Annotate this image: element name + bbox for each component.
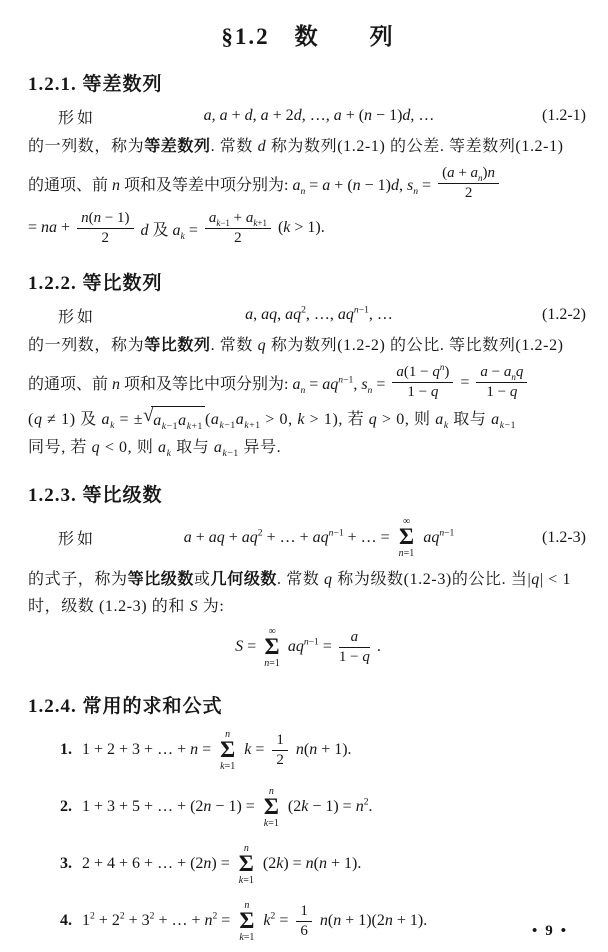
sum-upper-limit: n bbox=[268, 786, 274, 797]
xingru-label: 形如 bbox=[58, 109, 97, 127]
math-text: $(2k - 1) = n^2$. bbox=[287, 797, 373, 816]
fraction-numerator: $a_{k-1} + a_{k+1}$ bbox=[205, 210, 271, 229]
sum-upper-limit: ∞ bbox=[268, 626, 276, 637]
math-line-121-cont bbox=[28, 206, 588, 250]
formula-text: a, a + d, a + 2d, …, a + (n − 1)d, … bbox=[203, 107, 435, 124]
item-number: 1. bbox=[60, 741, 72, 759]
fraction-sn-geo-2 bbox=[476, 364, 527, 402]
fraction-numerator: $a - a_nq$ bbox=[476, 364, 527, 383]
fraction-numerator: 1 bbox=[272, 732, 288, 751]
math-text: = na + bbox=[28, 219, 71, 237]
sigma-symbol: Σ bbox=[239, 908, 255, 933]
fraction-numerator: a bbox=[339, 629, 370, 648]
fraction-sn bbox=[438, 165, 499, 203]
fraction bbox=[296, 903, 312, 941]
footer-dot-left: • bbox=[531, 923, 546, 939]
fraction-ak bbox=[205, 210, 271, 248]
math-line-122-sqrt bbox=[28, 406, 588, 434]
summation bbox=[239, 900, 254, 943]
math-text: a + aq + $aq^2$ + … + $aq^{n-1}$ + … = bbox=[183, 527, 390, 546]
equation-number-122: (1.2-2) bbox=[542, 306, 586, 324]
item-number: 4. bbox=[60, 912, 72, 930]
sum-lower-limit: n=1 bbox=[398, 547, 415, 559]
math-text: 1 + 2 + 3 + … + n = bbox=[82, 741, 212, 759]
fraction-denominator: 2 bbox=[276, 751, 284, 768]
math-line-121-terms bbox=[28, 161, 588, 205]
formula-item-2 bbox=[28, 782, 588, 832]
paragraph-122-1: 的一列数，称为等比数列. 常数 q 称为数列(1.2-2) 的公比. 等比数列(1.2-2) bbox=[28, 337, 564, 355]
sum-upper-limit: ∞ bbox=[402, 516, 411, 528]
math-text: 的通项、前 n 项和及等比中项分别为: $a_n = aq^{n-1}$, $s_n$ = bbox=[28, 374, 386, 397]
fraction-denominator: 2 bbox=[101, 229, 110, 246]
math-text: 的通项、前 n 项和及等差中项分别为: $a_n = a + (n - 1)d$, $s_n$ = bbox=[28, 176, 432, 198]
sigma-symbol: Σ bbox=[220, 737, 236, 762]
paragraph-122-2: 同号, 若 q < 0, 则 $a_k$ 取与 $a_{k-1}$ 异号. bbox=[28, 439, 282, 460]
section-summation-formulas bbox=[28, 691, 588, 946]
fraction-denominator: 2 bbox=[464, 184, 473, 201]
sigma-symbol: Σ bbox=[263, 794, 279, 819]
radical-symbol: √ bbox=[143, 404, 155, 426]
sum-lower-limit: k=1 bbox=[239, 931, 255, 943]
summation bbox=[264, 786, 279, 829]
math-line-122-terms bbox=[28, 361, 588, 405]
sigma-symbol: Σ bbox=[398, 524, 415, 550]
math-text: n(n + 1). bbox=[295, 741, 352, 759]
math-text: $1^2 + 2^2 + 3^2$ + … + $n^2$ = bbox=[82, 911, 231, 930]
math-text: d 及 $a_k$ = bbox=[140, 221, 198, 243]
math-text: $aq^{n-1}$ bbox=[423, 527, 455, 546]
fraction-sum bbox=[339, 629, 370, 667]
equation-number-121: (1.2-1) bbox=[542, 107, 586, 124]
fraction-denominator: 6 bbox=[300, 922, 308, 939]
formula-item-3 bbox=[28, 839, 588, 889]
equation-line-123 bbox=[28, 513, 588, 563]
footer-dot-right: • bbox=[560, 923, 574, 939]
formula-item-4 bbox=[28, 896, 588, 946]
math-text: k = bbox=[244, 741, 265, 759]
math-text: (2k) = n(n + 1). bbox=[262, 855, 362, 873]
xingru-label: 形如 bbox=[58, 531, 97, 549]
sum-lower-limit: n=1 bbox=[264, 657, 280, 669]
math-text: = bbox=[460, 373, 470, 391]
page-number bbox=[532, 923, 574, 940]
section-heading-121: 1.2.1. 等差数列 bbox=[28, 74, 163, 95]
fraction-denominator: 1 − q bbox=[407, 384, 439, 401]
item-number: 2. bbox=[60, 798, 72, 816]
math-text: $k^2$ = bbox=[263, 911, 289, 930]
summation bbox=[239, 843, 254, 886]
fraction-denominator: 2 bbox=[234, 229, 242, 246]
sum-upper-limit: n bbox=[244, 900, 250, 911]
sequence-formula-122 bbox=[96, 306, 542, 324]
fraction-denominator: 1 − q bbox=[486, 384, 518, 401]
sum-lower-limit: k=1 bbox=[238, 874, 254, 886]
math-text: . bbox=[376, 638, 381, 656]
section-heading-122: 1.2.2. 等比数列 bbox=[28, 273, 163, 295]
fraction-numerator: $a(1 - q^n)$ bbox=[392, 364, 453, 383]
section-geometric-series bbox=[28, 480, 588, 674]
fraction-numerator: 1 bbox=[296, 903, 312, 922]
fraction-numerator: $(a + a_n)n$ bbox=[438, 165, 499, 184]
page-title: §1.2 数 列 bbox=[221, 24, 395, 49]
equation-line-122 bbox=[28, 301, 588, 329]
fraction-numerator: n(n − 1) bbox=[77, 210, 133, 229]
section-arithmetic-sequence bbox=[28, 69, 588, 250]
sum-upper-limit: n bbox=[225, 729, 231, 740]
sequence-formula-121 bbox=[96, 107, 542, 125]
section-heading-124: 1.2.4. 常用的求和公式 bbox=[28, 696, 223, 718]
math-text: S = bbox=[235, 638, 257, 656]
xingru-label: 形如 bbox=[58, 308, 97, 326]
math-text: 1 + 3 + 5 + … + (2n − 1) = bbox=[82, 798, 255, 816]
paragraph-123-2: 时，级数 (1.2-3) 的和 S 为: bbox=[28, 597, 225, 615]
math-text: $aq^{n-1}$ = bbox=[287, 637, 332, 656]
summation bbox=[264, 626, 280, 669]
section-geometric-sequence bbox=[28, 268, 588, 461]
square-root bbox=[143, 406, 205, 434]
formula-item-1 bbox=[28, 725, 588, 775]
paragraph-121-1: 的一列数，称为等差数列. 常数 d 称为数列(1.2-1) 的公差. 等差数列(1.2-1) bbox=[28, 138, 564, 155]
math-text: n(n + 1)(2n + 1). bbox=[319, 912, 428, 930]
math-text: (k > 1). bbox=[277, 219, 325, 237]
summation bbox=[399, 516, 415, 559]
sum-lower-limit: k=1 bbox=[263, 817, 279, 829]
sum-upper-limit: n bbox=[243, 843, 249, 854]
radicand: $a_{k-1}a_{k+1}$ bbox=[151, 406, 205, 434]
math-text: (q ≠ 1) 及 $a_k$ = ± bbox=[28, 410, 144, 431]
fraction-nn1 bbox=[77, 210, 133, 248]
sigma-symbol: Σ bbox=[264, 634, 280, 659]
series-formula-123 bbox=[96, 516, 542, 559]
paragraph-123-1: 的式子，称为等比级数或几何级数. 常数 q 称为级数(1.2-3)的公比. 当|q| < 1 bbox=[28, 570, 572, 588]
fraction-denominator: 1 − q bbox=[338, 648, 370, 665]
equation-line-121 bbox=[28, 102, 588, 130]
footer-page-value: 9 bbox=[545, 923, 561, 939]
sum-lower-limit: k=1 bbox=[220, 760, 236, 772]
summation bbox=[220, 729, 235, 772]
item-number: 3. bbox=[60, 855, 72, 873]
fraction bbox=[272, 732, 288, 770]
math-text: 2 + 4 + 6 + … + (2n) = bbox=[82, 855, 230, 873]
equation-number-123: (1.2-3) bbox=[542, 528, 586, 546]
formula-text: a, aq, $aq^2$, …, $aq^{n-1}$, … bbox=[245, 305, 393, 324]
fraction-sn-geo bbox=[392, 364, 453, 402]
section-heading-123: 1.2.3. 等比级数 bbox=[28, 484, 163, 506]
math-text: ($a_{k-1}a_{k+1} > 0$, k > 1), 若 q > 0, 则 $a_k$ 取与 $a_{k-1}$ bbox=[204, 410, 516, 431]
sigma-symbol: Σ bbox=[238, 851, 254, 876]
display-formula-sum-S bbox=[28, 621, 588, 673]
